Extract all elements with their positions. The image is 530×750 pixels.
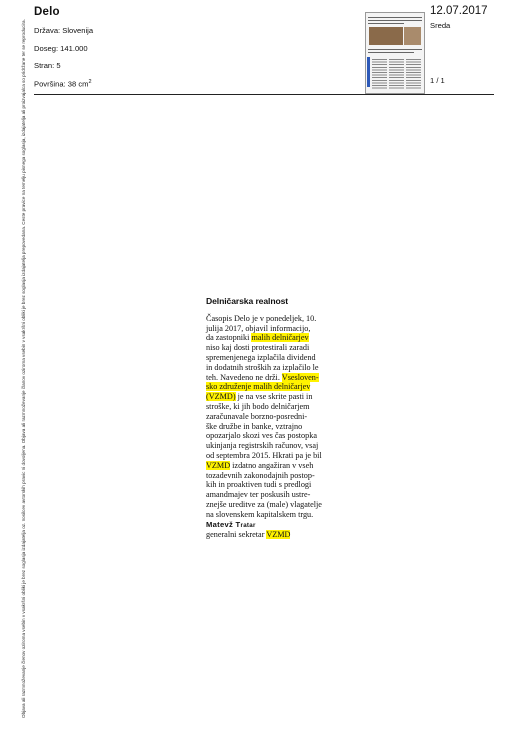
publication-name: Delo xyxy=(34,6,60,18)
text-segment: opozarjalo skozi ves čas postopka xyxy=(206,431,317,441)
text-segment: niso kaj dosti protestirali zaradi xyxy=(206,343,310,353)
article-line xyxy=(206,480,336,490)
reach: Doseg: 141.000 xyxy=(34,43,88,53)
text-segment: zaračunavale borzno-posredni- xyxy=(206,411,308,421)
article-line xyxy=(206,500,336,510)
text-segment: spremenjenega izplačila dividend xyxy=(206,352,316,362)
article-line xyxy=(206,382,336,392)
signature-prefix: generalni sekretar xyxy=(206,530,267,540)
text-segment: da zastopniki xyxy=(206,333,252,343)
text-segment: tozadevnih zakonodajnih postop- xyxy=(206,470,315,480)
article-line xyxy=(206,324,336,334)
article-line xyxy=(206,343,336,353)
article-line xyxy=(206,490,336,500)
article-author xyxy=(206,520,336,531)
article-line xyxy=(206,363,336,373)
article-body xyxy=(206,314,336,520)
area-label: Površina: 38 cm xyxy=(34,79,89,89)
country: Država: Slovenija xyxy=(34,26,94,35)
article-line xyxy=(206,471,336,481)
text-segment: in dodatnih stroških za izplačilo le xyxy=(206,362,319,372)
highlighted-text: sko združenje malih delničarjev xyxy=(206,382,311,392)
article-line xyxy=(206,402,336,412)
text-segment: stroške, ki jih bodo delničarjem xyxy=(206,401,310,411)
area-unit-sup: 2 xyxy=(88,78,92,85)
text-segment: Časopis Delo je v ponedeljek, 10. xyxy=(206,313,317,323)
author-signature xyxy=(206,530,336,540)
text-segment: ške družbe in banke, vztrajno xyxy=(206,421,303,431)
text-segment: od septembra 2015. Hkrati pa je bil xyxy=(206,450,322,460)
article-line xyxy=(206,314,336,324)
text-segment: je na vse skrite pasti in xyxy=(235,392,313,402)
article-line xyxy=(206,441,336,451)
article-line xyxy=(206,353,336,363)
thumbnail-photo-2 xyxy=(404,27,421,45)
author-last-initial: T xyxy=(235,519,241,529)
article-line xyxy=(206,451,336,461)
article-line xyxy=(206,333,336,343)
text-segment: amandmajev ter poskusih ustre- xyxy=(206,490,311,500)
article-line xyxy=(206,510,336,520)
page-number: Stran: 5 xyxy=(34,61,61,71)
highlighted-text: Vsesloven- xyxy=(281,372,319,382)
page-thumbnail[interactable] xyxy=(365,12,425,94)
article-line xyxy=(206,373,336,383)
header-divider xyxy=(34,94,494,95)
signature-org: VZMD xyxy=(266,530,291,540)
copyright-notice: Objava ali razmnoževanje členov oziroma vsebin v vsakršni obliki je brez soglasja izdajatelja oz. nosilcev avtorskih pravic ni dovoljena. Objava ali razmnoževanje članov oziroma vsebin v vsakršni obliki je brez soglasja izdajatelja prepovedana. Ceste pravice na temelju pisnega soglasja, izdajatelja ali proizvajalca so pridržane ter se reproducira. xyxy=(21,19,26,718)
article-line xyxy=(206,422,336,432)
header-date xyxy=(430,5,488,30)
text-segment: znejše ureditve za (male) vlagatelje xyxy=(206,499,322,509)
article-title: Delničarska realnost xyxy=(206,296,289,306)
article xyxy=(206,297,336,540)
thumbnail-photo xyxy=(369,27,403,45)
text-segment: teh. Navedeno ne drži. xyxy=(206,372,282,382)
author-first: Matevž xyxy=(206,519,236,529)
article-line xyxy=(206,392,336,402)
highlighted-text: malih delničarjev xyxy=(251,333,309,343)
weekday: Sreda xyxy=(430,21,451,30)
text-segment: ukinjanja registrskih računov, vsaj xyxy=(206,441,319,451)
article-line xyxy=(206,431,336,441)
author-last-rest: ratar xyxy=(240,521,256,529)
highlighted-text: VZMD xyxy=(206,460,231,470)
area xyxy=(34,80,93,88)
thumbnail-highlight-marker xyxy=(367,57,370,87)
text-segment: izdatno angažiran v vseh xyxy=(230,460,314,470)
header-meta xyxy=(34,6,93,88)
text-segment: julija 2017, objavil informacijo, xyxy=(206,323,311,333)
highlighted-text: (VZMD) xyxy=(206,392,236,402)
publication-date: 12.07.2017 xyxy=(430,5,488,17)
article-line xyxy=(206,412,336,422)
text-segment: na slovenskem kapitalskem trgu. xyxy=(206,509,314,519)
page-count: 1 / 1 xyxy=(430,76,445,85)
text-segment: kih in proaktiven tudi s predlogi xyxy=(206,480,312,490)
article-line xyxy=(206,461,336,471)
